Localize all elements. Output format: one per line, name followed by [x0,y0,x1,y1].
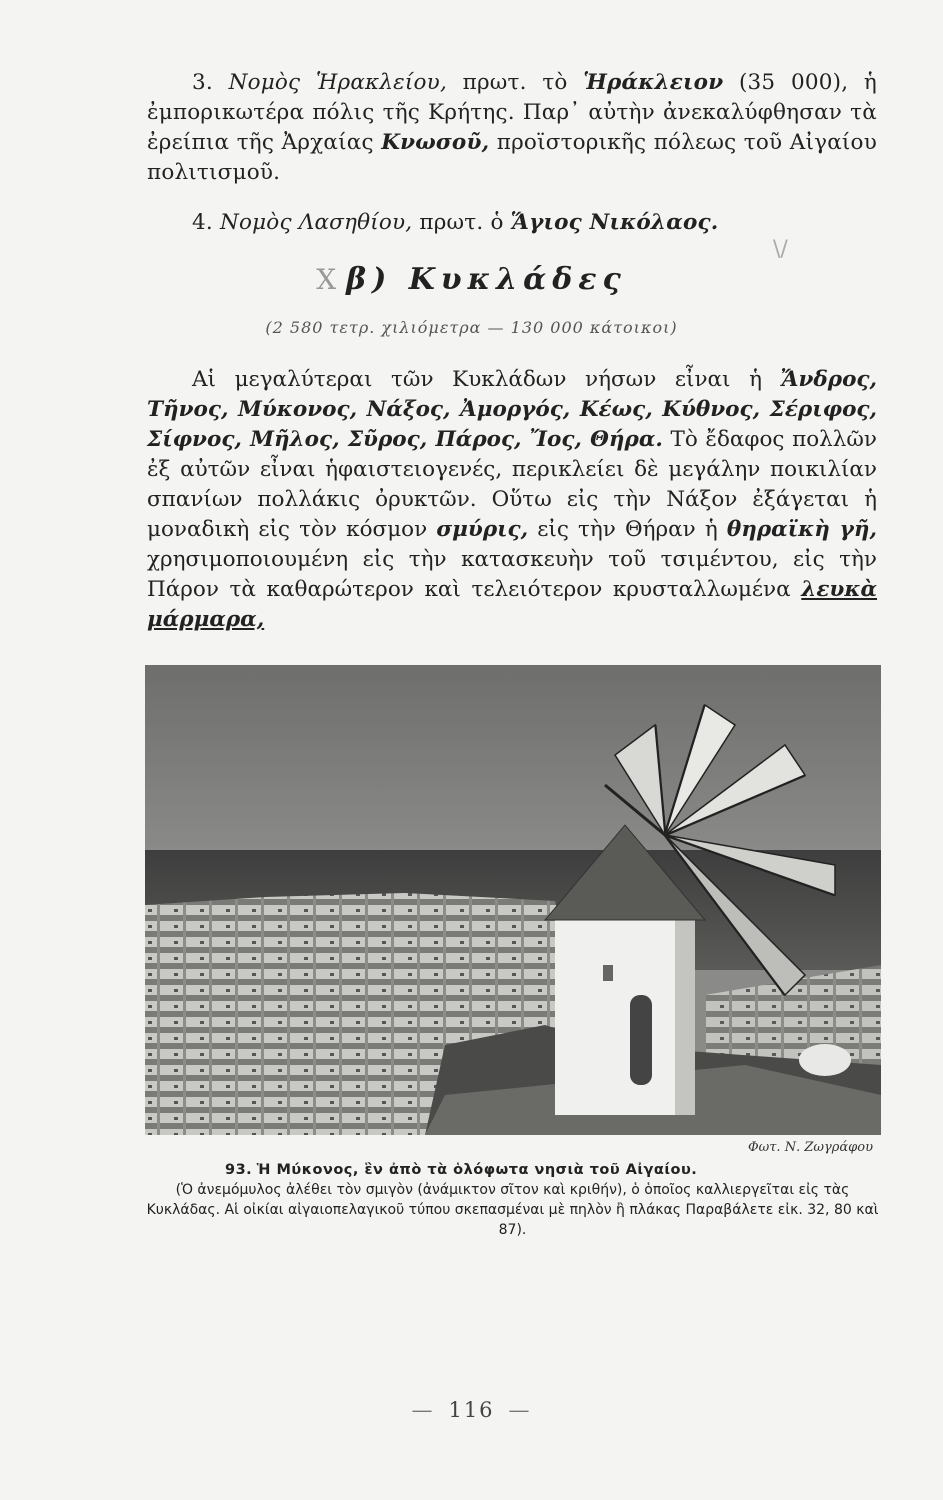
thira-gi-term: θηραϊκὴ γῆ, [726,517,877,542]
section-title: β) Κυκλάδες [346,262,627,297]
marble-term: λευκὰ μάρμαρα, [147,577,878,632]
body-paragraph [147,365,877,635]
prefecture-name: Νομὸς Ἡρακλείου, [228,70,447,95]
section-subheading: (2 580 τετρ. χιλιόμετρα — 130 000 κάτοικοι) [265,318,678,337]
prefecture-name: Νομὸς Λασηθίου, [219,210,413,235]
windmill-door [630,995,652,1085]
item-text: ἡ ἐμπορικωτέρα πόλις τῆς Κρήτης. Παρ᾽ αὐτὴν ἀνεκαλύφθησαν τὰ ἐρείπια τῆς Ἀρχαίας [147,70,877,155]
intro-text: Αἱ μεγαλύτεραι τῶν Κυκλάδων νήσων εἶναι ἡ [192,367,762,392]
page-number [0,1398,943,1422]
page-dash-right: — [508,1398,532,1422]
photo-credit: Φωτ. Ν. Ζωγράφου [747,1140,873,1155]
capital-name: Ἡράκλειον [583,70,724,95]
caption-text: (Ὁ ἀνεμόμυλος ἀλέθει τὸν σμιγὸν (ἀνάμικτον σῖτον καὶ κριθήν), ὁ ὁποῖος καλλιεργεῖται εἰς τὰς Κυκλάδας. Αἱ οἰκίαι αἰγαιοπελαγικοῦ τύπου σκεπασμέναι μὲ πηλὸν ἢ πλάκας Παραβάλετε εἰκ. 32, 80 καὶ 87). [146,1182,879,1238]
capital-prefix: πρωτ. ὁ [419,210,504,235]
pencil-mark-icon: \/ [773,237,788,262]
item-number: 4. [192,210,213,235]
item-text-continued: προϊστορικῆς πόλεως τοῦ Αἰγαίου πολιτισμοῦ. [147,130,877,185]
windmill-window [603,965,613,981]
knossos-name: Κνωσοῦ, [381,130,490,155]
chapel-dome [799,1044,851,1076]
body-text-2: εἰς τὴν Θήραν ἡ [537,517,718,542]
item-number: 3. [192,70,213,95]
list-item-4 [147,208,877,238]
island-list: Ἄνδρος, Τῆνος, Μύκονος, Νάξος, Ἀμοργός, Κέως, Κύθνος, Σέριφος, Σίφνος, Μῆλος, Σῦρος, Πάρος, Ἴος, Θήρα. [147,367,877,452]
caption-number: 93. [225,1162,253,1178]
population: (35 000), [738,70,849,95]
photo-illustration [145,665,881,1135]
list-item-3 [147,68,877,188]
mykonos-windmill-photo [145,665,881,1135]
capital-name: Ἅγιος Νικόλαος. [510,210,719,235]
pencil-x-mark: X [316,263,337,296]
figure-caption [140,1160,885,1240]
caption-title: Ἡ Μύκονος, ἓν ἀπὸ τὰ ὁλόφωτα νησιὰ τοῦ Αἰγαίου. [256,1162,698,1178]
windmill-tower [555,920,695,1115]
section-heading [0,262,943,297]
body-text-1: Τὸ ἔδαφος πολλῶν ἐξ αὐτῶν εἶναι ἡφαιστειογενές, περικλείει δὲ μεγάλην ποικιλίαν σπανίων πολλάκις ὀρυκτῶν. Οὕτω εἰς τὴν Νάξον ἐξάγεται ἡ μοναδικὴ εἰς τὸν κόσμον [147,427,877,542]
smyris-term: σμύρις, [436,517,529,542]
page-dash-left: — [411,1398,435,1422]
body-text-3: χρησιμοποιουμένη εἰς τὴν κατασκευὴν τοῦ τσιμέντου, εἰς τὴν Πάρον τὰ καθαρώτερον καὶ τελειότερον κρυσταλλωμένα [147,547,877,602]
page-number-value: 116 [448,1398,495,1422]
capital-prefix: πρωτ. τὸ [462,70,568,95]
